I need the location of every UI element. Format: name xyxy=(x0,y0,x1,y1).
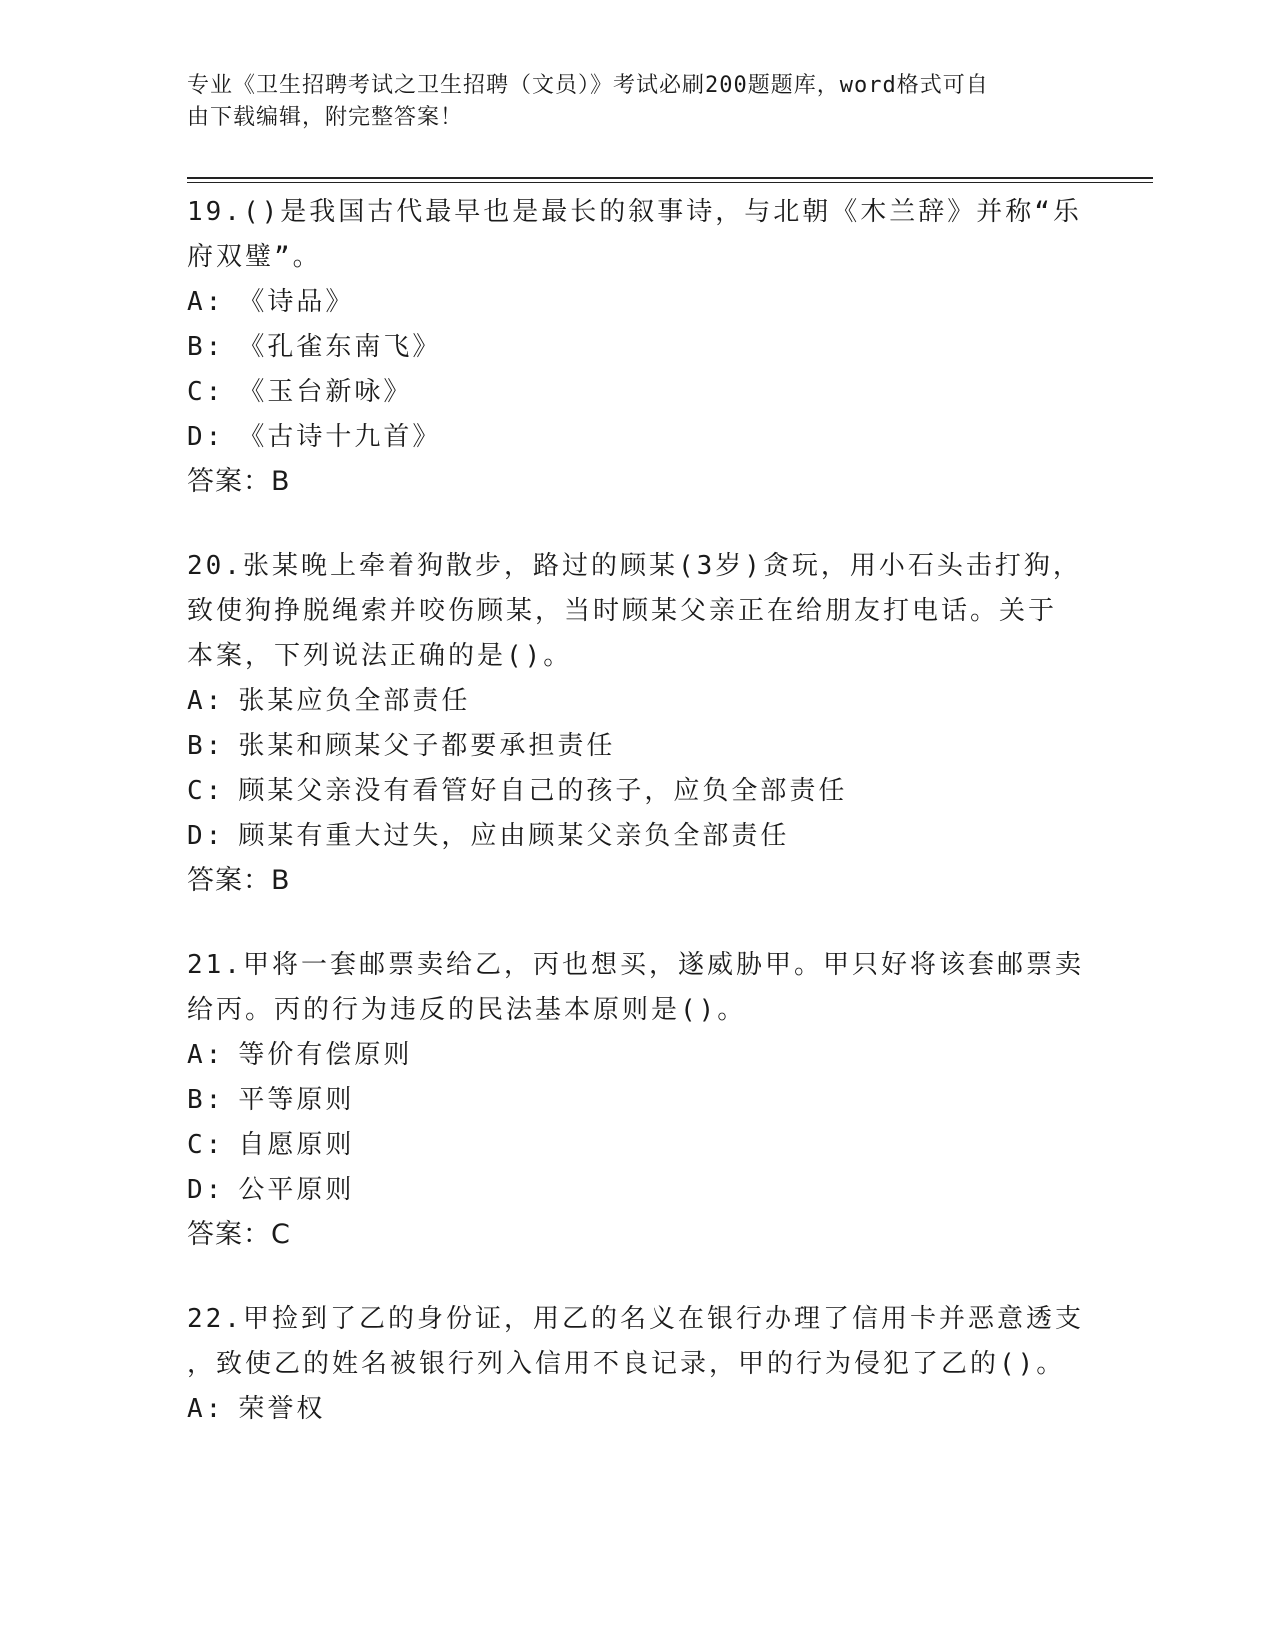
question-list xyxy=(187,190,1087,1472)
option-text: 顾某有重大过失，应由顾某父亲负全部责任 xyxy=(238,821,790,851)
stem-line: 致使狗挣脱绳索并咬伤顾某，当时顾某父亲正在给朋友打电话。关于 xyxy=(187,596,1058,626)
option-b xyxy=(187,325,1087,370)
question-stem xyxy=(187,1297,1087,1387)
page-header xyxy=(187,70,1067,134)
option-letter: A: xyxy=(187,287,225,317)
question-22 xyxy=(187,1297,1087,1432)
option-a xyxy=(187,1387,1087,1432)
option-letter: D: xyxy=(187,821,225,851)
option-d xyxy=(187,814,1087,859)
option-b xyxy=(187,724,1087,769)
stem-line: 府双璧”。 xyxy=(187,242,322,272)
header-line-1: 专业《卫生招聘考试之卫生招聘（文员）》考试必刷200题题库，word格式可自 xyxy=(187,73,989,98)
header-divider-thick xyxy=(187,177,1153,179)
stem-line: 22.甲捡到了乙的身份证，用乙的名义在银行办理了信用卡并恶意透支 xyxy=(187,1304,1084,1334)
stem-line: 19.()是我国古代最早也是最长的叙事诗，与北朝《木兰辞》并称“乐 xyxy=(187,197,1082,227)
option-letter: C: xyxy=(187,776,225,806)
option-text: 平等原则 xyxy=(238,1085,355,1115)
answer-line: 答案：B xyxy=(187,865,291,896)
option-letter: B: xyxy=(187,731,225,761)
option-letter: C: xyxy=(187,1130,225,1160)
answer-line: 答案：B xyxy=(187,466,291,497)
stem-line: ，致使乙的姓名被银行列入信用不良记录，甲的行为侵犯了乙的()。 xyxy=(187,1349,1066,1379)
option-text: 公平原则 xyxy=(238,1175,355,1205)
stem-line: 20.张某晚上牵着狗散步，路过的顾某(3岁)贪玩，用小石头击打狗， xyxy=(187,551,1082,581)
option-d xyxy=(187,1168,1087,1213)
stem-line: 本案，下列说法正确的是()。 xyxy=(187,641,573,671)
stem-line: 21.甲将一套邮票卖给乙，丙也想买，遂威胁甲。甲只好将该套邮票卖 xyxy=(187,950,1084,980)
option-c xyxy=(187,370,1087,415)
option-text: 等价有偿原则 xyxy=(238,1040,413,1070)
option-text: 荣誉权 xyxy=(238,1394,326,1424)
option-b xyxy=(187,1078,1087,1123)
answer-line: 答案：C xyxy=(187,1219,291,1250)
option-c xyxy=(187,1123,1087,1168)
option-letter: D: xyxy=(187,422,225,452)
option-letter: C: xyxy=(187,377,225,407)
option-letter: A: xyxy=(187,1040,225,1070)
option-text: 张某应负全部责任 xyxy=(238,686,471,716)
header-line-2: 由下载编辑，附完整答案！ xyxy=(187,105,464,130)
option-text: 《玉台新咏》 xyxy=(238,377,413,407)
option-text: 顾某父亲没有看管好自己的孩子，应负全部责任 xyxy=(238,776,848,806)
option-text: 《诗品》 xyxy=(238,287,355,317)
option-text: 张某和顾某父子都要承担责任 xyxy=(238,731,616,761)
question-stem xyxy=(187,190,1087,280)
option-c xyxy=(187,769,1087,814)
option-text: 《孔雀东南飞》 xyxy=(238,332,442,362)
option-letter: D: xyxy=(187,1175,225,1205)
question-21 xyxy=(187,943,1087,1257)
stem-line: 给丙。丙的行为违反的民法基本原则是()。 xyxy=(187,995,747,1025)
header-divider-thin xyxy=(187,182,1153,183)
question-20 xyxy=(187,544,1087,903)
question-stem xyxy=(187,943,1087,1033)
question-stem xyxy=(187,544,1087,679)
option-d xyxy=(187,415,1087,460)
option-text: 《古诗十九首》 xyxy=(238,422,442,452)
option-letter: B: xyxy=(187,1085,225,1115)
option-letter: A: xyxy=(187,1394,225,1424)
option-letter: A: xyxy=(187,686,225,716)
option-a xyxy=(187,280,1087,325)
option-a xyxy=(187,1033,1087,1078)
question-19 xyxy=(187,190,1087,504)
option-a xyxy=(187,679,1087,724)
option-text: 自愿原则 xyxy=(238,1130,355,1160)
option-letter: B: xyxy=(187,332,225,362)
